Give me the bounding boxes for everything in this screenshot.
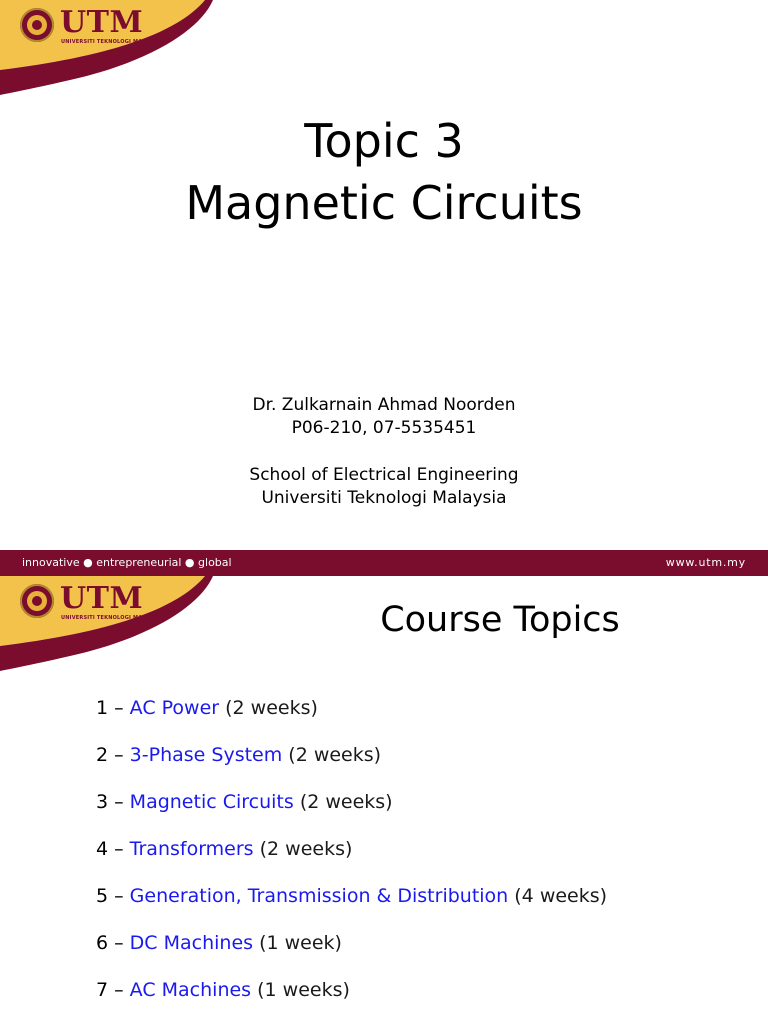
presenter-name: Dr. Zulkarnain Ahmad Noorden: [252, 395, 516, 415]
topic-number: 7 –: [96, 979, 130, 1001]
logo-text: UTM: [60, 5, 144, 40]
title-line-1: Topic 3: [304, 114, 464, 168]
logo-text: UTM: [60, 581, 144, 616]
utm-logo: [20, 581, 220, 624]
topic-name[interactable]: Transformers: [129, 838, 254, 860]
footer-tagline: innovative ● entrepreneurial ● global: [22, 556, 232, 569]
topic-item: [96, 884, 756, 931]
topic-name[interactable]: AC Machines: [129, 979, 252, 1001]
topic-item: [96, 837, 756, 884]
topic-duration: (2 weeks): [282, 744, 382, 766]
logo-subtext: UNIVERSITI TEKNOLOGI MALAYSIA: [61, 39, 163, 45]
title-line-2: Magnetic Circuits: [185, 176, 583, 230]
topic-name[interactable]: Magnetic Circuits: [129, 791, 294, 813]
utm-logo: [20, 5, 220, 48]
topic-item: [96, 790, 756, 837]
course-topics-title: Course Topics: [380, 600, 620, 640]
topic-number: 3 –: [96, 791, 130, 813]
topic-item: [96, 978, 756, 1024]
footer-website: www.utm.my: [665, 556, 746, 569]
slide-title: [0, 110, 768, 234]
topic-duration: (2 weeks): [293, 791, 393, 813]
university-name: Universiti Teknologi Malaysia: [261, 488, 507, 508]
utm-seal-icon: [20, 584, 54, 618]
school-name: School of Electrical Engineering: [249, 465, 519, 485]
topic-duration: (2 weeks): [219, 697, 318, 719]
presenter-contact: P06-210, 07-5535451: [291, 418, 477, 438]
topic-number: 5 –: [96, 885, 130, 907]
presenter-info: [0, 394, 768, 510]
topic-duration: (2 weeks): [253, 838, 353, 860]
topic-duration: (1 weeks): [251, 979, 350, 1001]
topic-number: 1 –: [96, 697, 130, 719]
topic-number: 6 –: [96, 932, 130, 954]
course-topics-slide: [0, 576, 768, 1024]
topic-name[interactable]: AC Power: [129, 697, 220, 719]
topic-duration: (4 weeks): [508, 885, 608, 907]
logo-subtext: UNIVERSITI TEKNOLOGI MALAYSIA: [61, 615, 163, 621]
topic-number: 2 –: [96, 744, 130, 766]
topic-list: [96, 696, 756, 1024]
topic-item: [96, 696, 756, 743]
topic-number: 4 –: [96, 838, 130, 860]
topic-item: [96, 931, 756, 978]
footer-bar: [0, 550, 768, 576]
topic-duration: (1 week): [253, 932, 342, 954]
topic-item: [96, 743, 756, 790]
topic-name[interactable]: 3-Phase System: [129, 744, 283, 766]
utm-seal-icon: [20, 8, 54, 42]
topic-name[interactable]: DC Machines: [129, 932, 254, 954]
topic-name[interactable]: Generation, Transmission & Distribution: [129, 885, 509, 907]
